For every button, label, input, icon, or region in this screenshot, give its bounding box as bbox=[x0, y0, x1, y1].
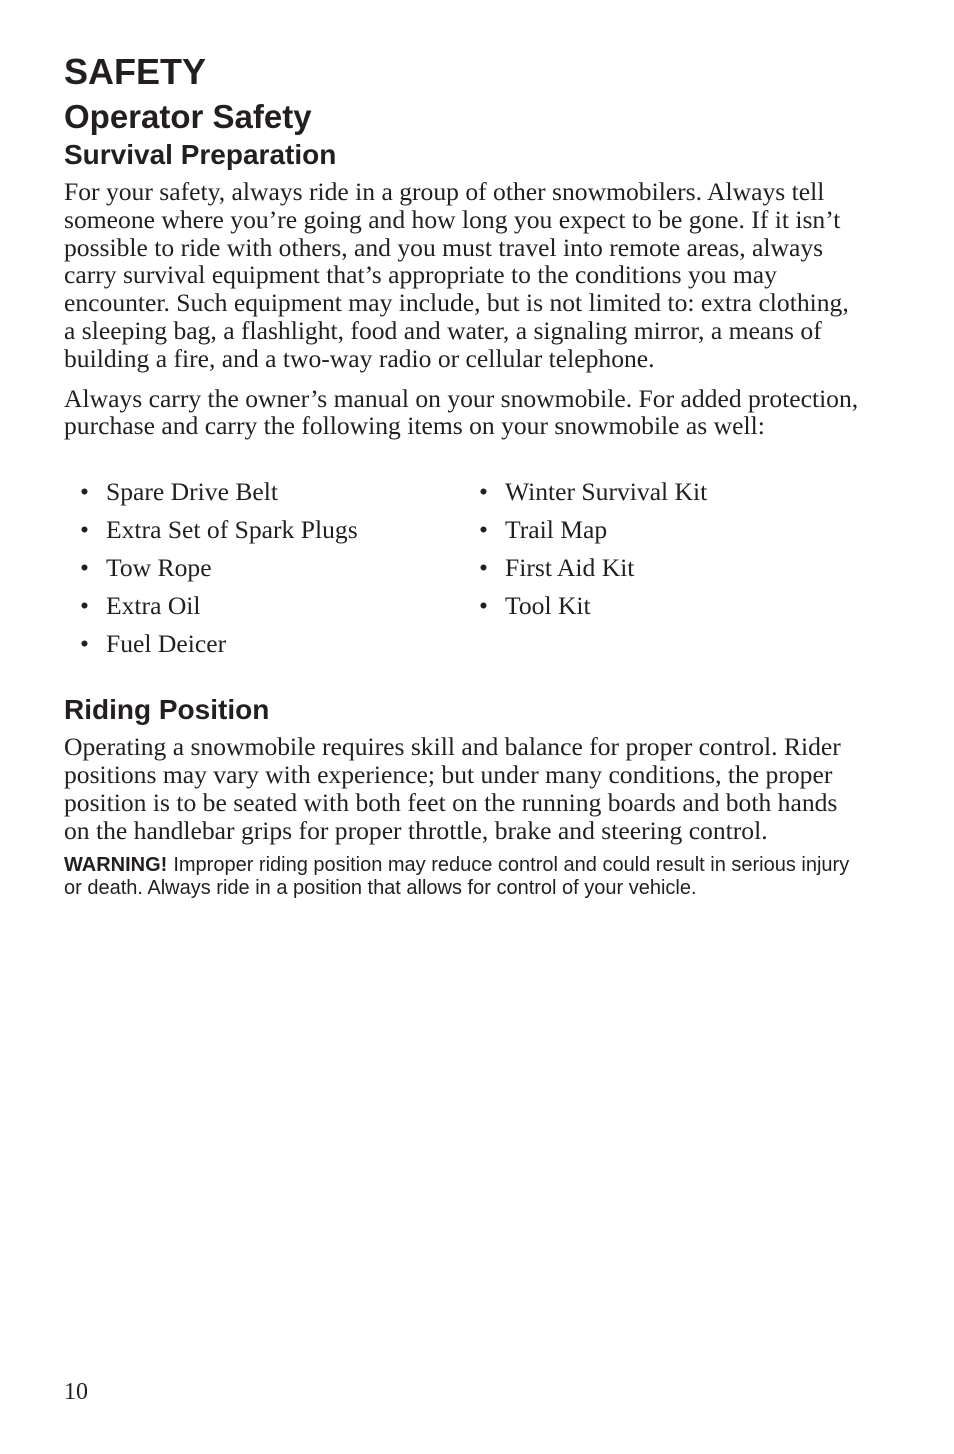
list-item-label: First Aid Kit bbox=[505, 553, 635, 583]
bullet-icon: • bbox=[80, 553, 89, 583]
chapter-title: Operator Safety bbox=[64, 98, 312, 135]
list-item bbox=[479, 549, 707, 587]
list-item bbox=[80, 511, 358, 549]
manual-page bbox=[64, 52, 864, 899]
list-item-label: Spare Drive Belt bbox=[106, 477, 278, 507]
list-item bbox=[80, 473, 358, 511]
list-item-label: Tool Kit bbox=[505, 591, 591, 621]
list-item-label: Trail Map bbox=[505, 515, 608, 545]
warning-note bbox=[64, 854, 864, 899]
warning-text: Improper riding position may reduce control and could result in serious injury or death. Always ride in a position that allows for control of your vehicle. bbox=[64, 854, 850, 899]
list-item-label: Winter Survival Kit bbox=[505, 477, 708, 507]
bullet-icon: • bbox=[80, 591, 89, 621]
riding-position-paragraph: Operating a snowmobile requires skill and balance for proper control. Rider positions may vary with experience; but under many conditions, the proper position is to be seated with both feet on the running boards and both hands on the handlebar grips for proper throttle, brake and steering control. bbox=[64, 732, 841, 845]
page-number: 10 bbox=[64, 1379, 88, 1405]
list-item-label: Extra Set of Spark Plugs bbox=[106, 515, 358, 545]
list-item-label: Extra Oil bbox=[106, 591, 201, 621]
bullet-icon: • bbox=[479, 515, 488, 545]
bullet-icon: • bbox=[80, 515, 89, 545]
survival-paragraph-1: For your safety, always ride in a group of other snowmobilers. Always tell someone where you’re going and how long you expect to be gone. If it isn’t possible to ride with others, and you must travel into remote areas, always carry survival equipment that’s appropriate to the conditions you may encounter. Such equipment may include, but is not limited to: extra clothing, a sleeping bag, a flashlight, food and water, a signaling mirror, a means of building a fire, and a two-way radio or cellular telephone. bbox=[64, 177, 849, 373]
bullet-icon: • bbox=[80, 629, 89, 659]
list-item bbox=[80, 549, 358, 587]
list-item bbox=[80, 587, 358, 625]
equipment-list bbox=[64, 473, 864, 661]
bullet-icon: • bbox=[479, 553, 488, 583]
list-item bbox=[80, 625, 358, 663]
warning-label: WARNING! bbox=[64, 854, 168, 877]
section-title: SAFETY bbox=[64, 51, 207, 92]
list-item bbox=[479, 511, 707, 549]
equipment-list-right bbox=[479, 473, 707, 625]
list-item-label: Fuel Deicer bbox=[106, 629, 227, 659]
survival-preparation-heading: Survival Preparation bbox=[64, 139, 337, 170]
bullet-icon: • bbox=[479, 591, 488, 621]
equipment-list-left bbox=[80, 473, 358, 663]
bullet-icon: • bbox=[80, 477, 89, 507]
list-item bbox=[479, 473, 707, 511]
survival-paragraph-2: Always carry the owner’s manual on your snowmobile. For added protection, purchase and carry the following items on your snowmobile as well: bbox=[64, 383, 859, 441]
list-item bbox=[479, 587, 707, 625]
list-item-label: Tow Rope bbox=[106, 553, 212, 583]
riding-position-heading: Riding Position bbox=[64, 694, 270, 726]
bullet-icon: • bbox=[479, 477, 488, 507]
